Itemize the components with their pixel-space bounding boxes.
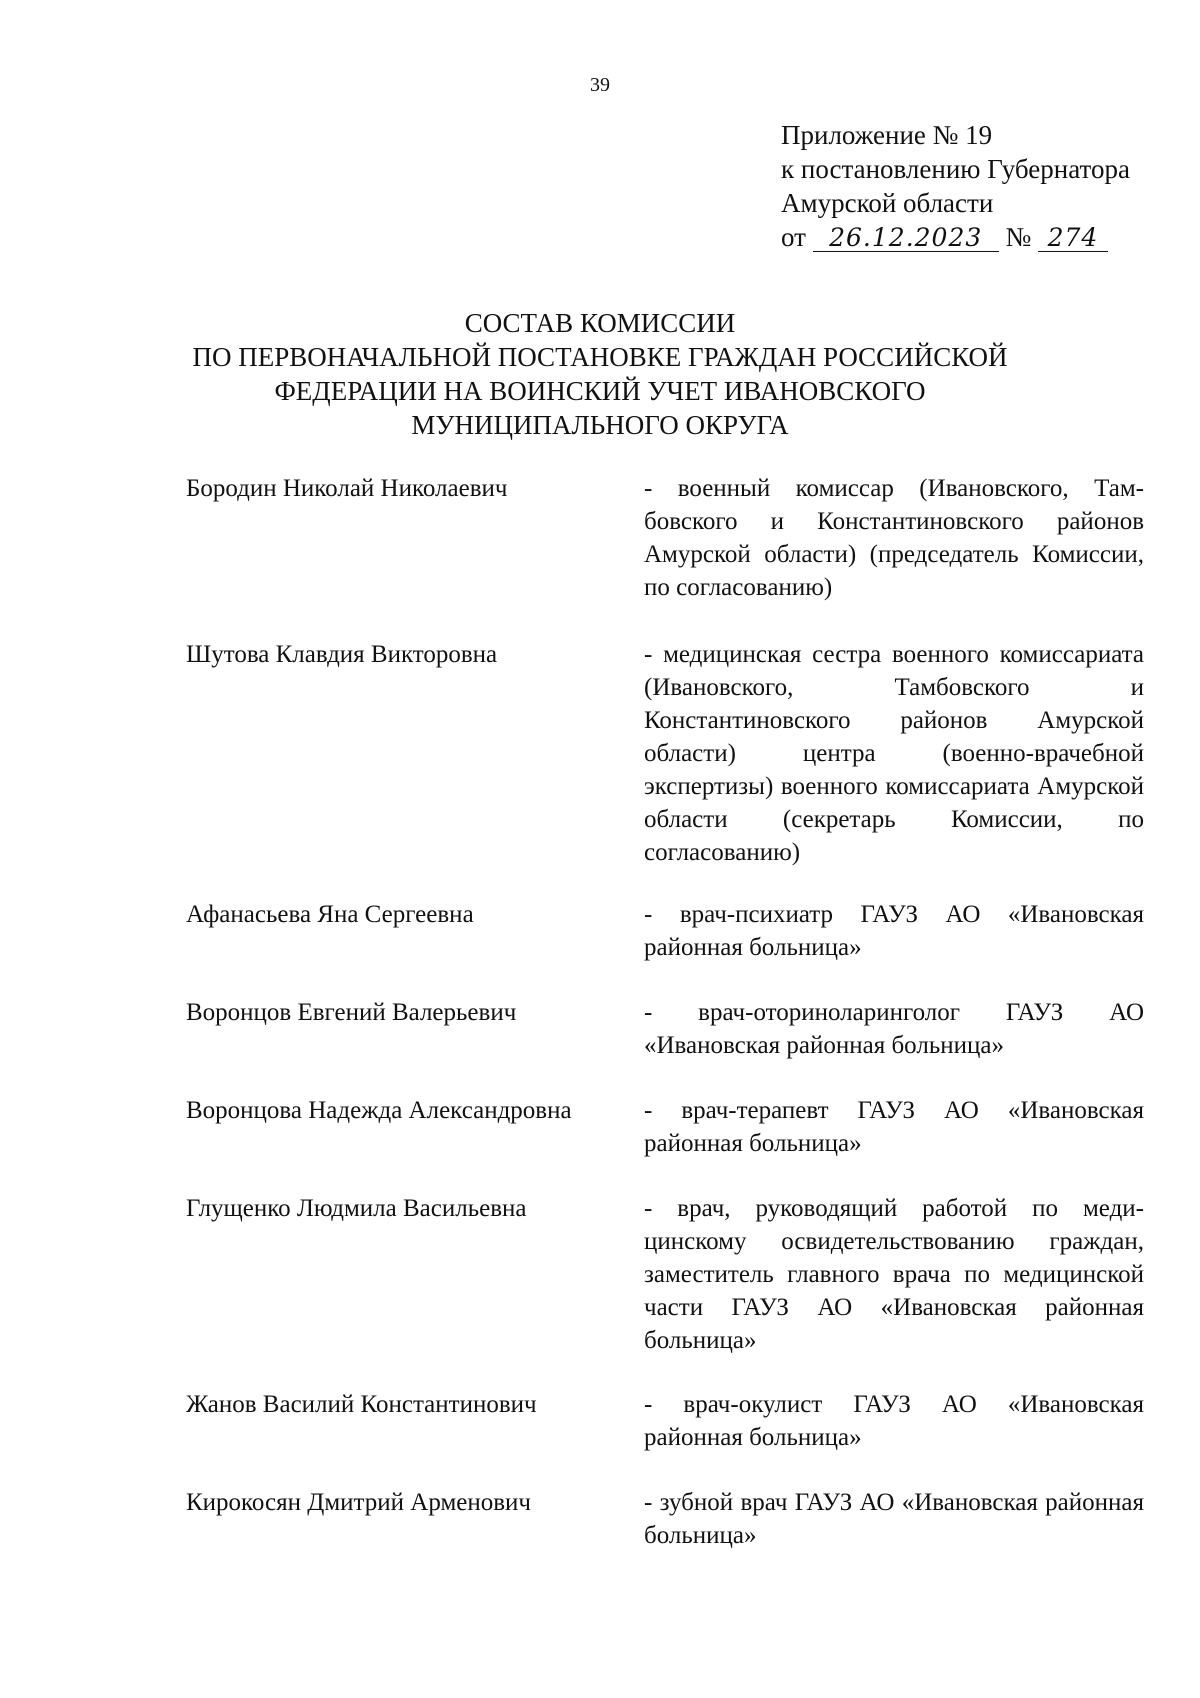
appendix-header [781, 118, 1130, 254]
member-name: Глущенко Людмила Васильевна [186, 1195, 527, 1222]
member-role: - врач-окулист ГАУЗ АО «Ивановская районная больница» [644, 1391, 1144, 1451]
appendix-from-label: от [781, 222, 806, 252]
member-row [186, 1388, 1144, 1454]
member-name: Шутова Клавдия Викторовна [186, 641, 498, 668]
member-role: - врач-оториноларинголог ГАУЗ АО «Ивановская районная больница» [644, 999, 1144, 1059]
member-role: - врач-терапевт ГАУЗ АО «Ивановская районная больница» [644, 1097, 1144, 1157]
title-line-1: СОСТАВ КОМИССИИ [464, 308, 736, 338]
appendix-line-3: Амурской области [781, 188, 994, 218]
appendix-line-1: Приложение № 19 [781, 120, 993, 150]
member-row [186, 898, 1144, 964]
member-role: - военный комиссар (Ивановского, Тамбовского и Константиновского районов Амурской области) (председатель Комиссии, по согласованию) [644, 475, 1144, 601]
title-line-3: ФЕДЕРАЦИИ НА ВОИНСКИЙ УЧЕТ ИВАНОВСКОГО [274, 376, 926, 406]
member-row [186, 472, 1144, 604]
member-name: Воронцов Евгений Валерьевич [186, 999, 517, 1026]
member-name: Афанасьева Яна Сергеевна [186, 901, 474, 928]
title-line-4: МУНИЦИПАЛЬНОГО ОКРУГА [411, 410, 789, 440]
page-number: 39 [590, 74, 610, 96]
title-line-2: ПО ПЕРВОНАЧАЛЬНОЙ ПОСТАНОВКЕ ГРАЖДАН РОССИЙСКОЙ [192, 342, 1008, 372]
document-title [0, 306, 1200, 442]
handwritten-number: 274 [1038, 225, 1108, 252]
member-role: - врач, руководящий работой по медицинскому освидетельствованию граждан, заместитель главного врача по медицинской части ГАУЗ АО «Ивановская районная больница» [644, 1195, 1144, 1354]
member-role: - врач-психиатр ГАУЗ АО «Ивановская районная больница» [644, 901, 1144, 961]
member-row [186, 1486, 1144, 1552]
member-name: Кирокосян Дмитрий Арменович [186, 1489, 531, 1516]
member-row [186, 1094, 1144, 1160]
appendix-date-line [781, 220, 1130, 254]
member-row [186, 996, 1144, 1062]
appendix-number-label: № [1005, 222, 1032, 252]
member-row [186, 638, 1144, 869]
handwritten-date: 26.12.2023 [813, 225, 999, 252]
member-row [186, 1192, 1144, 1357]
member-role: - зубной врач ГАУЗ АО «Ивановская районная больница» [644, 1489, 1144, 1549]
member-name: Воронцова Надежда Александровна [186, 1097, 572, 1124]
member-name: Бородин Николай Николаевич [186, 475, 508, 502]
member-role: - медицинская сестра военного комиссариата (Ивановского, Тамбовского и Константиновского районов Амурской области) центра (военно-врачебной экспертизы) военного комиссариата Амурской области (секретарь Комиссии, по согласованию) [644, 641, 1144, 866]
appendix-line-2: к постановлению Губернатора [781, 154, 1130, 184]
member-name: Жанов Василий Константинович [186, 1391, 537, 1418]
